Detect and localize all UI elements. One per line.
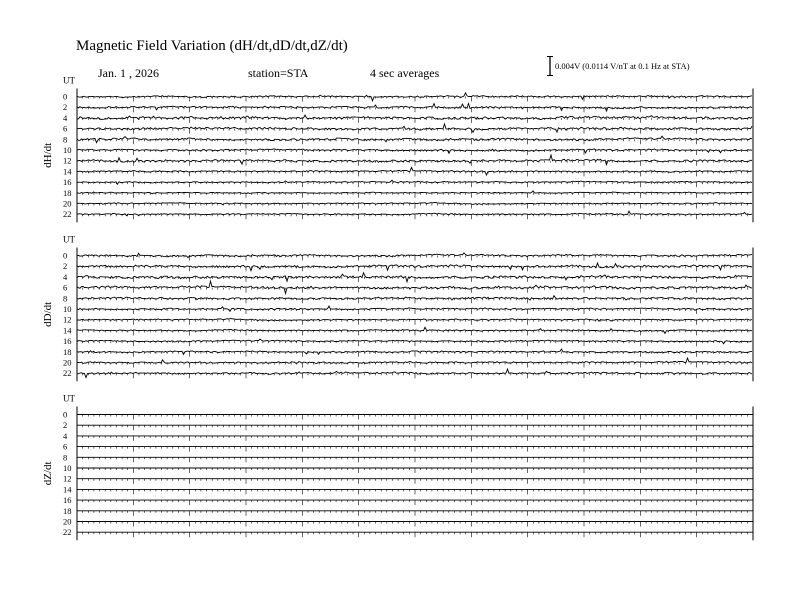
hour-label: 14 [63, 325, 72, 336]
hour-label: 12 [63, 473, 72, 484]
scale-label: 0.004V (0.0114 V/nT at 0.1 Hz at STA) [555, 61, 690, 71]
series-trace [77, 167, 752, 175]
hour-label: 8 [63, 452, 68, 463]
hour-label: 18 [63, 505, 72, 516]
hour-label: 8 [63, 134, 68, 145]
hour-label: 6 [63, 123, 68, 134]
hour-label: 6 [63, 441, 68, 452]
hour-label: 20 [63, 198, 72, 209]
hour-label: 2 [63, 420, 68, 431]
hour-label: 20 [63, 516, 72, 527]
hour-label: 0 [63, 409, 68, 420]
series-trace [77, 358, 752, 363]
panel-dhdt [42, 76, 753, 223]
hour-label: 12 [63, 155, 72, 166]
hour-label: 16 [63, 336, 72, 347]
series-trace [77, 369, 752, 378]
series-trace [77, 115, 752, 120]
hour-label: 22 [63, 527, 72, 538]
hour-label: 18 [63, 187, 72, 198]
hour-label: 18 [63, 346, 72, 357]
panel-dzdt [42, 394, 753, 541]
ut-label: UT [63, 75, 75, 86]
hour-label: 6 [63, 282, 68, 293]
chart-title: Magnetic Field Variation (dH/dt,dD/dt,dZ/dt) [76, 38, 348, 54]
ut-label: UT [63, 234, 75, 245]
panel-dddt [42, 235, 753, 382]
hour-label: 20 [63, 357, 72, 368]
hour-label: 0 [63, 250, 68, 261]
hour-label: 10 [63, 463, 72, 473]
series-trace [77, 155, 752, 165]
hour-label: 2 [63, 261, 68, 272]
hour-label: 10 [63, 145, 72, 155]
hour-label: 0 [63, 91, 68, 102]
y-axis-label: dD/dt [42, 301, 54, 327]
hour-label: 12 [63, 314, 72, 325]
hour-label: 4 [63, 112, 68, 123]
y-axis-label: dZ/dt [42, 461, 54, 486]
ut-label: UT [63, 393, 75, 404]
hour-label: 14 [63, 484, 72, 495]
hour-label: 22 [63, 368, 72, 379]
hour-label: 16 [63, 495, 72, 506]
hour-label: 2 [63, 102, 68, 113]
series-trace [77, 124, 752, 132]
series-trace [77, 104, 752, 112]
hour-label: 22 [63, 209, 72, 220]
series-trace [77, 273, 752, 282]
y-axis-label: dH/dt [42, 142, 54, 168]
series-trace [77, 136, 752, 143]
hour-label: 16 [63, 177, 72, 188]
series-trace [77, 281, 752, 293]
hour-label: 4 [63, 430, 68, 441]
hour-label: 4 [63, 271, 68, 282]
hour-label: 14 [63, 166, 72, 177]
series-trace [77, 327, 752, 333]
averaging-label: 4 sec averages [370, 66, 440, 80]
station-label: station=STA [248, 66, 309, 80]
hour-label: 10 [63, 304, 72, 314]
hour-label: 8 [63, 293, 68, 304]
date-label: Jan. 1 , 2026 [98, 66, 159, 80]
